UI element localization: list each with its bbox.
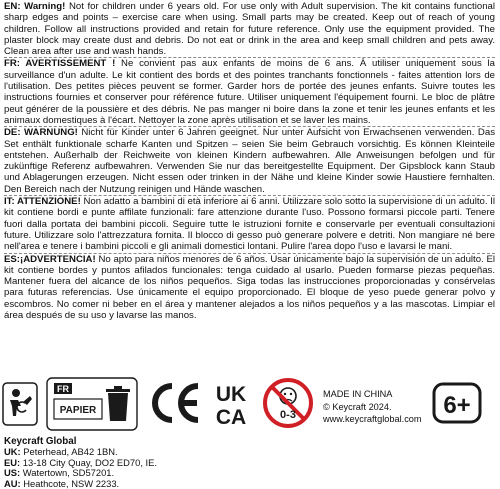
recycle-label-text: PAPIER [59,405,97,416]
address-eu-text: 13-18 City Quay, DO2 ED70, IE. [20,456,158,468]
company-address-block [4,437,157,489]
address-au-region: AU: [4,477,21,489]
warning-fr [4,58,495,126]
copyright-line: © Keycraft 2024. [323,401,392,412]
warning-fr-label: FR: AVERTISSEMENT ! [4,58,116,70]
address-us-text: Watertown, SD57201. [20,467,115,479]
age-warning-icon [262,376,314,432]
address-uk-region: UK: [4,446,21,458]
address-eu-region: EU: [4,456,21,468]
age-6-plus-icon [432,382,482,424]
address-us-region: US: [4,467,21,479]
website-link[interactable]: www.keycraftglobal.com [323,414,422,424]
warning-it [4,196,495,252]
safety-warnings [4,1,495,321]
info-tri-paper-icon [46,377,138,431]
warning-de [4,127,495,195]
ce-mark-icon [150,382,206,424]
warning-es-label: ES:¡ADVERTENCIA! [4,253,96,265]
age-badge-text: 6+ [443,392,471,419]
made-in-line: MADE IN CHINA [323,389,393,399]
warning-it-label: IT: ATTENZIONE! [4,196,81,208]
ukca-line1: UK [215,383,247,406]
ukca-mark-icon [210,380,252,428]
warning-en [4,1,495,57]
warning-en-label: EN: Warning! [4,1,66,12]
warning-en-text: Not for children under 6 years old. For use only with Adult supervision. The kit contains functional sharp edges and points – exercise care when using. Small parts may be created. Keep out of reach of young children. Follow all instructions provided and retain for future reference. Only use the equipment provided. The plaster block may create dust and debris. Do not eat or drink in the area and keep small children and pets away. Clean area after use and wash hands. [4,1,495,58]
warning-fr-text: Ne convient pas aux enfants de moins de 6 ans. À utiliser uniquement sous la surveillance d'un adulte. Le kit contient des bords et des pointes tranchants fonctionnels - faites attention lors de l'utilisation. Des petites pièces peuvent se former. Garder hors de portée des jeunes enfants. Suivre toutes les instructions fournies et conserver pour référence future. Utiliser uniquement l'équipement fourni. Le bloc de plâtre peut générer de la poussière et des débris. Ne pas manger ni boire dans la zone et tenir les jeunes enfants et les animaux domestiques à l'écart. Nettoyer la zone après utilisation et se laver les mains. [4,58,496,126]
recycle-triman-icon [2,382,38,426]
warning-de-label: DE: WARNUNG! [4,127,78,139]
compliance-icons [0,372,500,436]
address-au-text: Heathcote, NSW 2233. [20,477,120,489]
warning-es [4,254,495,322]
ukca-line2: CA [215,406,247,428]
made-in-block [323,388,441,426]
address-au [4,479,157,489]
warning-es-text: No apto para niños menores de 6 años. Usar únicamente bajo la supervisión de un adulto. El kit contiene bordes y puntos afilados funcionales: tenga cuidado al usarlo. Pueden formarse piezas pequeñas. Mantener fuera del alcance de los niños pequeños. Siga todas las instrucciones proporcionadas y consérvelas para futuras referencias. Use únicamente el equipo proporcionado. El bloque de yeso puede generar polvo y escombros. No comer ni beber en el área y mantener alejados a los niños pequeños y a las mascotas. Limpiar el área después de su uso y lavarse las manos. [4,253,495,322]
recycle-tag-text: FR [57,384,69,394]
address-uk-text: Peterhead, AB42 1BN. [20,446,118,458]
age-warning-text: 0-3 [280,409,296,421]
warning-de-text: Nicht für Kinder unter 6 Jahren geeignet. Nur unter Aufsicht von Erwachsenen verwenden. Das Set enthält funktionale scharfe Kanten und Spitzen – seien Sie beim Gebrauch vorsichtig. Es können Kleinteile entstehen. Außerhalb der Reichweite von kleinen Kindern aufbewahren. Alle Anweisungen befolgen und für zukünftige Referenz aufbewahren. Verwenden Sie nur das bereitgestellte Equipment. Der Gipsblock kann Staub und Ablagerungen erzeugen. Nicht essen oder trinken in der Nähe und kleine Kinder sowie Haustiere fernhalten. Den Bereich nach der Nutzung reinigen und Hände waschen. [4,127,495,195]
company-name: Keycraft Global [4,436,77,447]
warning-it-text: Non adatto a bambini di età inferiore ai 6 anni. Utilizzare solo sotto la supervisione di un adulto. Il kit contiene bordi e punte affilate funzionali: fare attenzione durante l'uso. Possono formarsi piccole parti. Tenere fuori dalla portata dei bambini piccoli. Seguire tutte le istruzioni fornite e conservarle per eventuali consultazioni future. Utilizzare solo l'attrezzatura fornita. Il blocco di gesso può generare polvere e detriti. Non mangiare né bere nell'area e tenere i bambini piccoli e gli animali domestici lontani. Pulire l'area dopo l'uso e lavarsi le mani. [4,196,495,253]
